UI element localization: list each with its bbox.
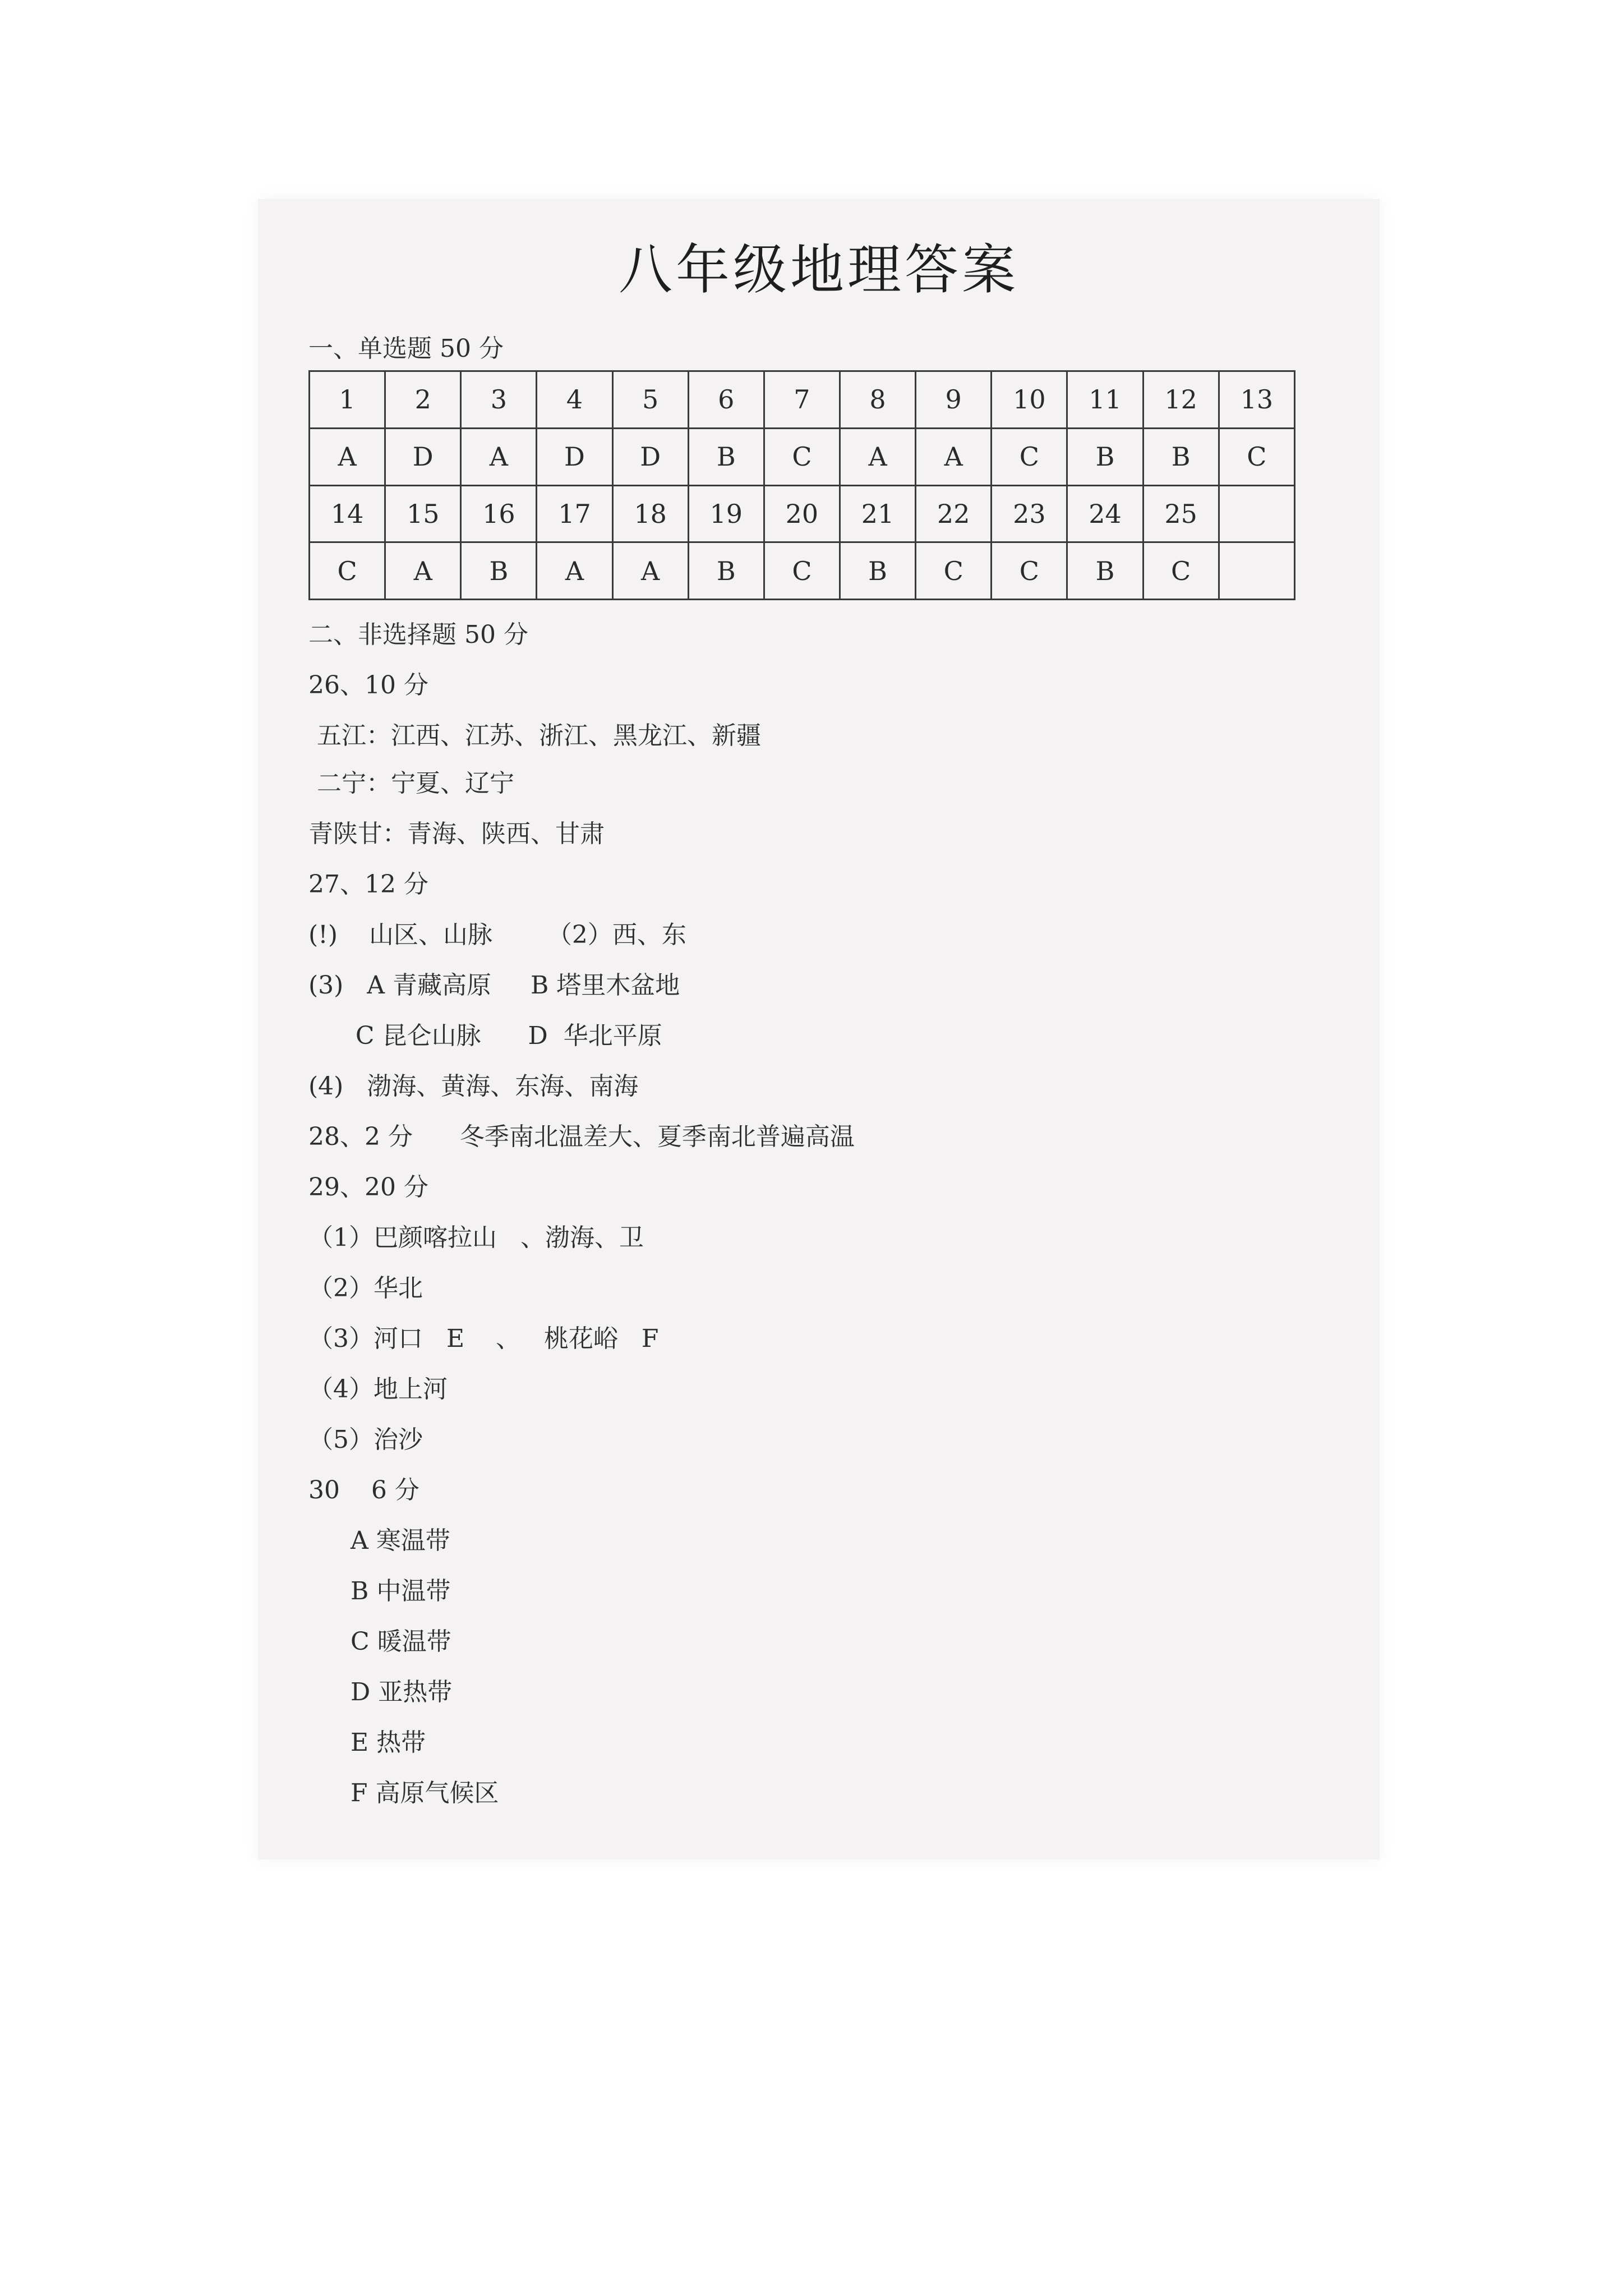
table-cell bbox=[1219, 542, 1294, 600]
table-cell: 12 bbox=[1143, 371, 1219, 429]
table-cell: A bbox=[310, 428, 385, 485]
q26-line-2: 二宁：宁夏、辽宁 bbox=[317, 769, 514, 798]
q29-line-4: （4）地上河 bbox=[308, 1375, 448, 1404]
q26-heading: 26、10 分 bbox=[308, 671, 428, 700]
table-cell: C bbox=[310, 542, 385, 600]
table-cell: B bbox=[688, 428, 764, 485]
table-cell: C bbox=[1219, 428, 1294, 485]
q29-line-5: （5）治沙 bbox=[308, 1425, 423, 1454]
section2-heading: 二、非选择题 50 分 bbox=[308, 620, 528, 649]
q30-line-5: E 热带 bbox=[351, 1728, 426, 1757]
q29-line-1: （1）巴颜喀拉山 、渤海、卫 bbox=[308, 1223, 644, 1252]
table-cell: 3 bbox=[461, 371, 537, 429]
table-cell: A bbox=[612, 542, 688, 600]
table-cell: 4 bbox=[537, 371, 612, 429]
table-row bbox=[310, 428, 1295, 485]
q27-line-3: C 昆仑山脉 D 华北平原 bbox=[308, 1022, 662, 1050]
table-cell: 21 bbox=[840, 485, 915, 542]
table-cell: B bbox=[461, 542, 537, 600]
table-cell: 15 bbox=[385, 485, 461, 542]
table-cell: C bbox=[764, 542, 840, 600]
table-cell: 22 bbox=[916, 485, 992, 542]
table-cell: 11 bbox=[1067, 371, 1143, 429]
table-cell: 14 bbox=[310, 485, 385, 542]
table-cell: B bbox=[1143, 428, 1219, 485]
section1-heading: 一、单选题 50 分 bbox=[308, 334, 504, 363]
q27-line-4: (4) 渤海、黄海、东海、南海 bbox=[308, 1072, 639, 1101]
table-cell: 16 bbox=[461, 485, 537, 542]
q27-heading: 27、12 分 bbox=[308, 870, 428, 899]
table-cell: 6 bbox=[688, 371, 764, 429]
table-cell: 18 bbox=[612, 485, 688, 542]
q30-line-3: C 暖温带 bbox=[351, 1627, 451, 1656]
table-cell: D bbox=[537, 428, 612, 485]
table-cell: 19 bbox=[688, 485, 764, 542]
table-cell: C bbox=[764, 428, 840, 485]
answer-table bbox=[308, 370, 1295, 600]
q30-line-6: F 高原气候区 bbox=[351, 1779, 499, 1807]
table-cell: D bbox=[385, 428, 461, 485]
table-row bbox=[310, 485, 1295, 542]
table-cell: B bbox=[1067, 542, 1143, 600]
answer-sheet bbox=[258, 199, 1380, 1860]
table-cell bbox=[1219, 485, 1294, 542]
table-cell: C bbox=[992, 542, 1067, 600]
q26-line-1: 五江：江西、江苏、浙江、黑龙江、新疆 bbox=[317, 721, 761, 750]
table-cell: C bbox=[992, 428, 1067, 485]
table-cell: 13 bbox=[1219, 371, 1294, 429]
q30-heading: 30 6 分 bbox=[308, 1476, 419, 1504]
table-cell: 9 bbox=[916, 371, 992, 429]
q28-line: 28、2 分 冬季南北温差大、夏季南北普遍高温 bbox=[308, 1122, 855, 1151]
table-cell: C bbox=[916, 542, 992, 600]
table-cell: 1 bbox=[310, 371, 385, 429]
table-cell: 5 bbox=[612, 371, 688, 429]
table-cell: 20 bbox=[764, 485, 840, 542]
q29-line-2: （2）华北 bbox=[308, 1274, 423, 1303]
q30-line-4: D 亚热带 bbox=[351, 1678, 453, 1706]
q26-line-3: 青陕甘：青海、陕西、甘肃 bbox=[308, 820, 605, 848]
table-cell: 7 bbox=[764, 371, 840, 429]
q30-line-1: A 寒温带 bbox=[351, 1526, 450, 1555]
table-cell: 8 bbox=[840, 371, 915, 429]
table-cell: C bbox=[1143, 542, 1219, 600]
table-cell: A bbox=[916, 428, 992, 485]
q30-line-2: B 中温带 bbox=[351, 1577, 451, 1605]
table-cell: D bbox=[612, 428, 688, 485]
q29-line-3: （3）河口 E 、 桃花峪 F bbox=[308, 1324, 659, 1353]
table-row bbox=[310, 371, 1295, 429]
table-cell: A bbox=[840, 428, 915, 485]
table-cell: A bbox=[537, 542, 612, 600]
q27-line-1: (!) 山区、山脉 （2）西、东 bbox=[308, 921, 686, 949]
table-cell: 24 bbox=[1067, 485, 1143, 542]
page-title: 八年级地理答案 bbox=[619, 238, 1019, 301]
table-cell: 23 bbox=[992, 485, 1067, 542]
table-cell: B bbox=[840, 542, 915, 600]
table-cell: 10 bbox=[992, 371, 1067, 429]
table-cell: B bbox=[1067, 428, 1143, 485]
table-cell: 2 bbox=[385, 371, 461, 429]
table-cell: 17 bbox=[537, 485, 612, 542]
table-cell: 25 bbox=[1143, 485, 1219, 542]
table-cell: A bbox=[461, 428, 537, 485]
q27-line-2: (3) A 青藏高原 B 塔里木盆地 bbox=[308, 971, 680, 1000]
table-cell: B bbox=[688, 542, 764, 600]
table-row bbox=[310, 542, 1295, 600]
q29-heading: 29、20 分 bbox=[308, 1173, 428, 1202]
table-cell: A bbox=[385, 542, 461, 600]
